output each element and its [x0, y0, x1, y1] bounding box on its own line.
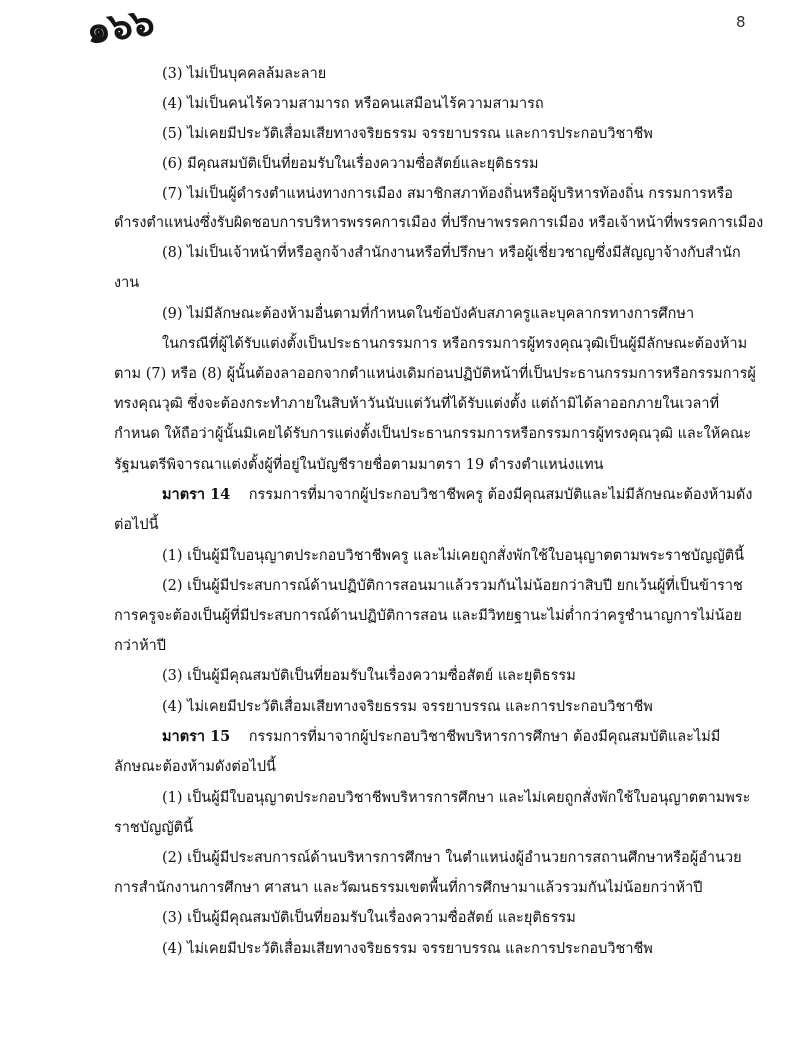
paragraph-line: ลักษณะต้องห้ามดังต่อไปนี้	[114, 759, 276, 775]
clause-line: การสำนักงานการศึกษา ศาสนา และวัฒนธรรมเขตพื้นที่การศึกษามาแล้วรวมกันไม่น้อยกว่าห้าปี	[114, 880, 703, 896]
clause-line: (2) เป็นผู้มีประสบการณ์ด้านบริหารการศึกษา ในตำแหน่งผู้อำนวยการสถานศึกษาหรือผู้อำนวย	[162, 850, 742, 866]
clause-line: (9) ไม่มีลักษณะต้องห้ามอื่นตามที่กำหนดในข้อบังคับสภาครูและบุคลากรทางการศึกษา	[162, 306, 695, 322]
clause-line: (1) เป็นผู้มีใบอนุญาตประกอบวิชาชีพบริหารการศึกษา และไม่เคยถูกสั่งพักใช้ใบอนุญาตตามพระ	[162, 790, 751, 806]
section-15-label: มาตรา 15	[162, 728, 231, 745]
clause-line: (4) ไม่เป็นคนไร้ความสามารถ หรือคนเสมือนไร้ความสามารถ	[162, 96, 544, 112]
clause-line: (3) เป็นผู้มีคุณสมบัติเป็นที่ยอมรับในเรื่องความซื่อสัตย์ และยุติธรรม	[162, 668, 576, 684]
paragraph-line: กำหนด ให้ถือว่าผู้นั้นมิเคยได้รับการแต่งตั้งเป็นประธานกรรมการหรือกรรมการผู้ทรงคุณวุฒิ และให้คณะ	[114, 426, 752, 442]
clause-line: (6) มีคุณสมบัติเป็นที่ยอมรับในเรื่องความซื่อสัตย์และยุติธรรม	[162, 156, 539, 172]
handwritten-page-mark: ๑๖๖	[83, 0, 156, 53]
clause-line: (7) ไม่เป็นผู้ดำรงตำแหน่งทางการเมือง สมาชิกสภาท้องถิ่นหรือผู้บริหารท้องถิ่น กรรมการหรือ	[162, 186, 733, 202]
page-number: 8	[736, 13, 746, 31]
clause-line: (4) ไม่เคยมีประวัติเสื่อมเสียทางจริยธรรม จรรยาบรรณ และการประกอบวิชาชีพ	[162, 699, 653, 715]
clause-line: (8) ไม่เป็นเจ้าหน้าที่หรือลูกจ้างสำนักงานหรือที่ปรึกษา หรือผู้เชี่ยวชาญซึ่งมีสัญญาจ้างกับสำนัก	[162, 245, 741, 261]
clause-line: งาน	[114, 275, 140, 291]
paragraph-line: ตาม (7) หรือ (8) ผู้นั้นต้องลาออกจากตำแหน่งเดิมก่อนปฏิบัติหน้าที่เป็นประธานกรรมการหรือกรรมการผู้	[114, 366, 756, 382]
clause-line: ราชบัญญัตินี้	[114, 820, 194, 836]
clause-line: (5) ไม่เคยมีประวัติเสื่อมเสียทางจริยธรรม จรรยาบรรณ และการประกอบวิชาชีพ	[162, 126, 653, 142]
clause-line: การครูจะต้องเป็นผู้ที่มีประสบการณ์ด้านปฏิบัติการสอน และมีวิทยฐานะไม่ต่ำกว่าครูชำนาญการไม่น้อย	[114, 608, 742, 624]
section-15-text: กรรมการที่มาจากผู้ประกอบวิชาชีพบริหารการศึกษา ต้องมีคุณสมบัติและไม่มี	[248, 729, 721, 745]
clause-line: (1) เป็นผู้มีใบอนุญาตประกอบวิชาชีพครู และไม่เคยถูกสั่งพักใช้ใบอนุญาตตามพระราชบัญญัตินี้	[162, 548, 745, 564]
clause-line: (4) ไม่เคยมีประวัติเสื่อมเสียทางจริยธรรม จรรยาบรรณ และการประกอบวิชาชีพ	[162, 941, 653, 957]
paragraph-line: ทรงคุณวุฒิ ซึ่งจะต้องกระทำภายในสิบห้าวันนับแต่วันที่ได้รับแต่งตั้ง แต่ถ้ามิได้ลาออกภายในเวลาที่	[114, 396, 720, 412]
section-14-text: กรรมการที่มาจากผู้ประกอบวิชาชีพครู ต้องมีคุณสมบัติและไม่มีลักษณะต้องห้ามดัง	[248, 487, 753, 503]
clause-line: กว่าห้าปี	[114, 638, 166, 654]
section-14-label: มาตรา 14	[162, 486, 231, 503]
paragraph-line: ในกรณีที่ผู้ได้รับแต่งตั้งเป็นประธานกรรมการ หรือกรรมการผู้ทรงคุณวุฒิเป็นผู้มีลักษณะต้องห้าม	[162, 336, 748, 352]
clause-line: (2) เป็นผู้มีประสบการณ์ด้านปฏิบัติการสอนมาแล้วรวมกันไม่น้อยกว่าสิบปี ยกเว้นผู้ที่เป็นข้าราช	[162, 578, 743, 594]
clause-line: ดำรงตำแหน่งซึ่งรับผิดชอบการบริหารพรรคการเมือง ที่ปรึกษาพรรคการเมือง หรือเจ้าหน้าที่พรรคการเมือง	[114, 215, 764, 231]
section-14-heading-line	[162, 485, 752, 505]
paragraph-line: ต่อไปนี้	[114, 517, 159, 533]
clause-line: (3) เป็นผู้มีคุณสมบัติเป็นที่ยอมรับในเรื่องความซื่อสัตย์ และยุติธรรม	[162, 910, 576, 926]
clause-line: (3) ไม่เป็นบุคคลล้มละลาย	[162, 66, 327, 82]
section-15-heading-line	[162, 727, 720, 747]
paragraph-line: รัฐมนตรีพิจารณาแต่งตั้งผู้ที่อยู่ในบัญชีรายชื่อตามมาตรา 19 ดำรงตำแหน่งแทน	[114, 457, 604, 473]
